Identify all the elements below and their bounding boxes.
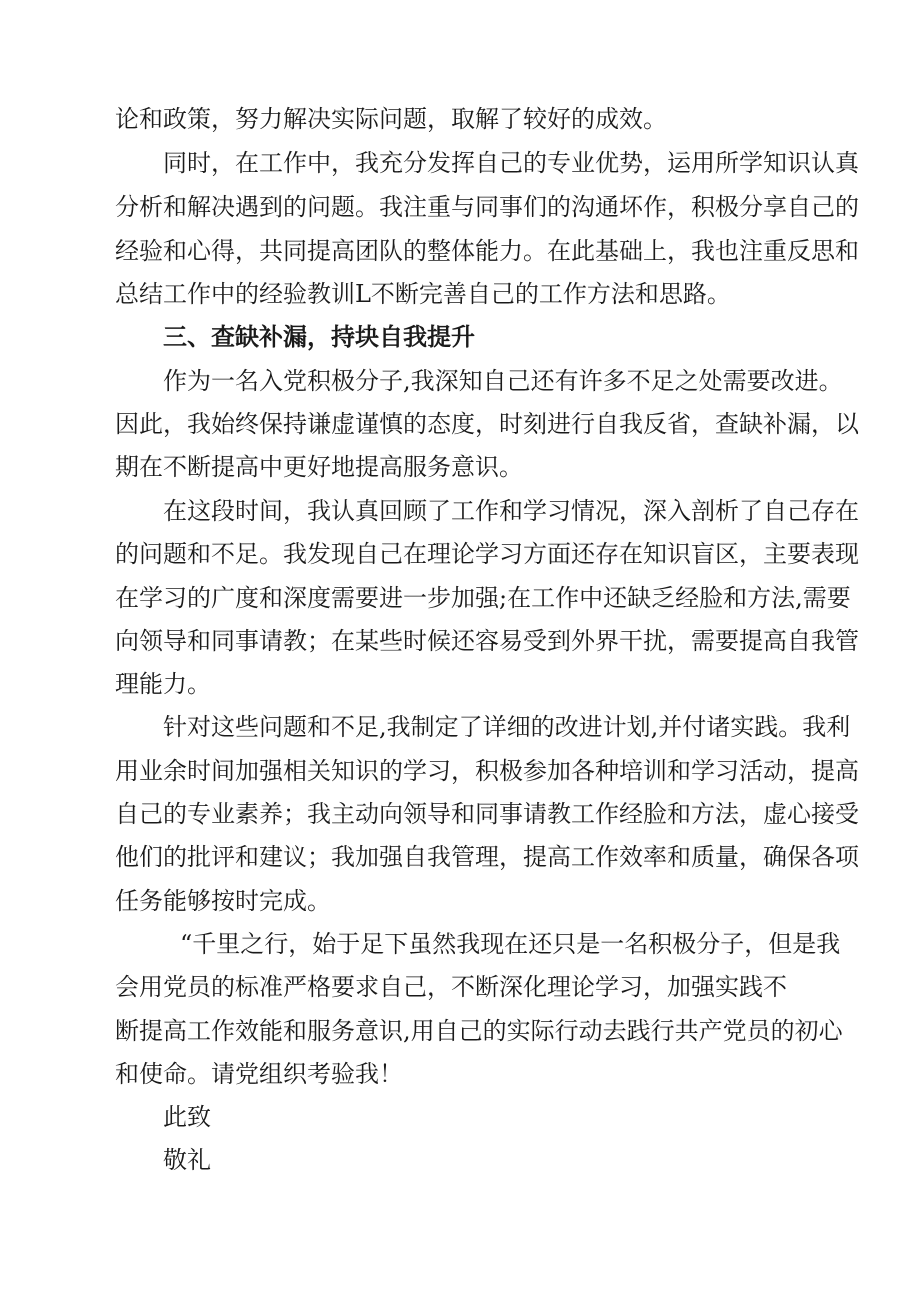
section-heading: 三、查缺补漏，持块自我提升 [163,322,475,351]
paragraph-line: 针对这些问题和不足,我制定了详细的改进计划,并付诸实践。我利 [163,713,851,741]
paragraph-line: 和使命。请党组织考验我！ [115,1060,403,1088]
closing-salutation: 此致 [163,1103,211,1131]
paragraph-line: 会用党员的标准严格要求自己，不断深化理论学习，加强实践不 [115,973,787,1001]
paragraph-line: 分析和解决遇到的问题。我注重与同事们的沟通坏作，积极分享自己的 [115,193,859,221]
paragraph-line: 他们的批评和建议；我加强自我管理，提高工作效率和质量，确保各项 [115,843,859,871]
paragraph-line: 在这段时间，我认真回顾了工作和学习情况，深入剖析了自己存在 [163,497,859,525]
paragraph-line: 理能力。 [115,670,211,698]
paragraph-line: 论和政策，努力解决实际问题，取解了较好的成效。 [115,105,667,133]
paragraph-line: “千里之行，始于足下虽然我现在还只是一名积极分子，但是我 [180,930,841,958]
paragraph-line: 同时，在工作中，我充分发挥自己的专业优势，运用所学知识认真 [163,149,859,177]
paragraph-line: 期在不断提高中更好地提高服务意识。 [115,453,523,481]
closing-regards: 敬礼 [163,1146,211,1174]
paragraph-line: 在学习的广度和深度需要进一步加强;在工作中还缺乏经脸和方法,需要 [115,584,851,612]
paragraph-line: 经验和心得，共同提高团队的整体能力。在此基础上，我也注重反思和 [115,237,859,265]
paragraph-line: 任务能够按时完成。 [115,887,331,915]
paragraph-line: 断提高工作效能和服务意识,用自己的实际行动去践行共产党员的初心 [115,1017,843,1045]
paragraph-line: 向领导和同事请教；在某些时候还容易受到外界干扰，需要提高自我管 [115,627,859,655]
paragraph-line: 因此，我始终保持谦虚谨慎的态度，时刻进行自我反省，查缺补漏，以 [115,410,859,438]
paragraph-line: 总结工作中的经验教训L不断完善自己的工作方法和思路。 [115,280,731,308]
paragraph-line: 作为一名入党积极分子,我深知自己还有许多不足之处需要改进。 [163,367,843,395]
paragraph-line: 的问题和不足。我发现自己在理论学习方面还存在知识盲区，主要表现 [115,540,859,568]
paragraph-line: 自己的专业素养；我主动向领导和同事请教工作经脸和方法，虚心接受 [115,800,859,828]
paragraph-line: 用业余时间加强相关知识的学习，积极参加各种培训和学习活动，提高 [115,757,859,785]
